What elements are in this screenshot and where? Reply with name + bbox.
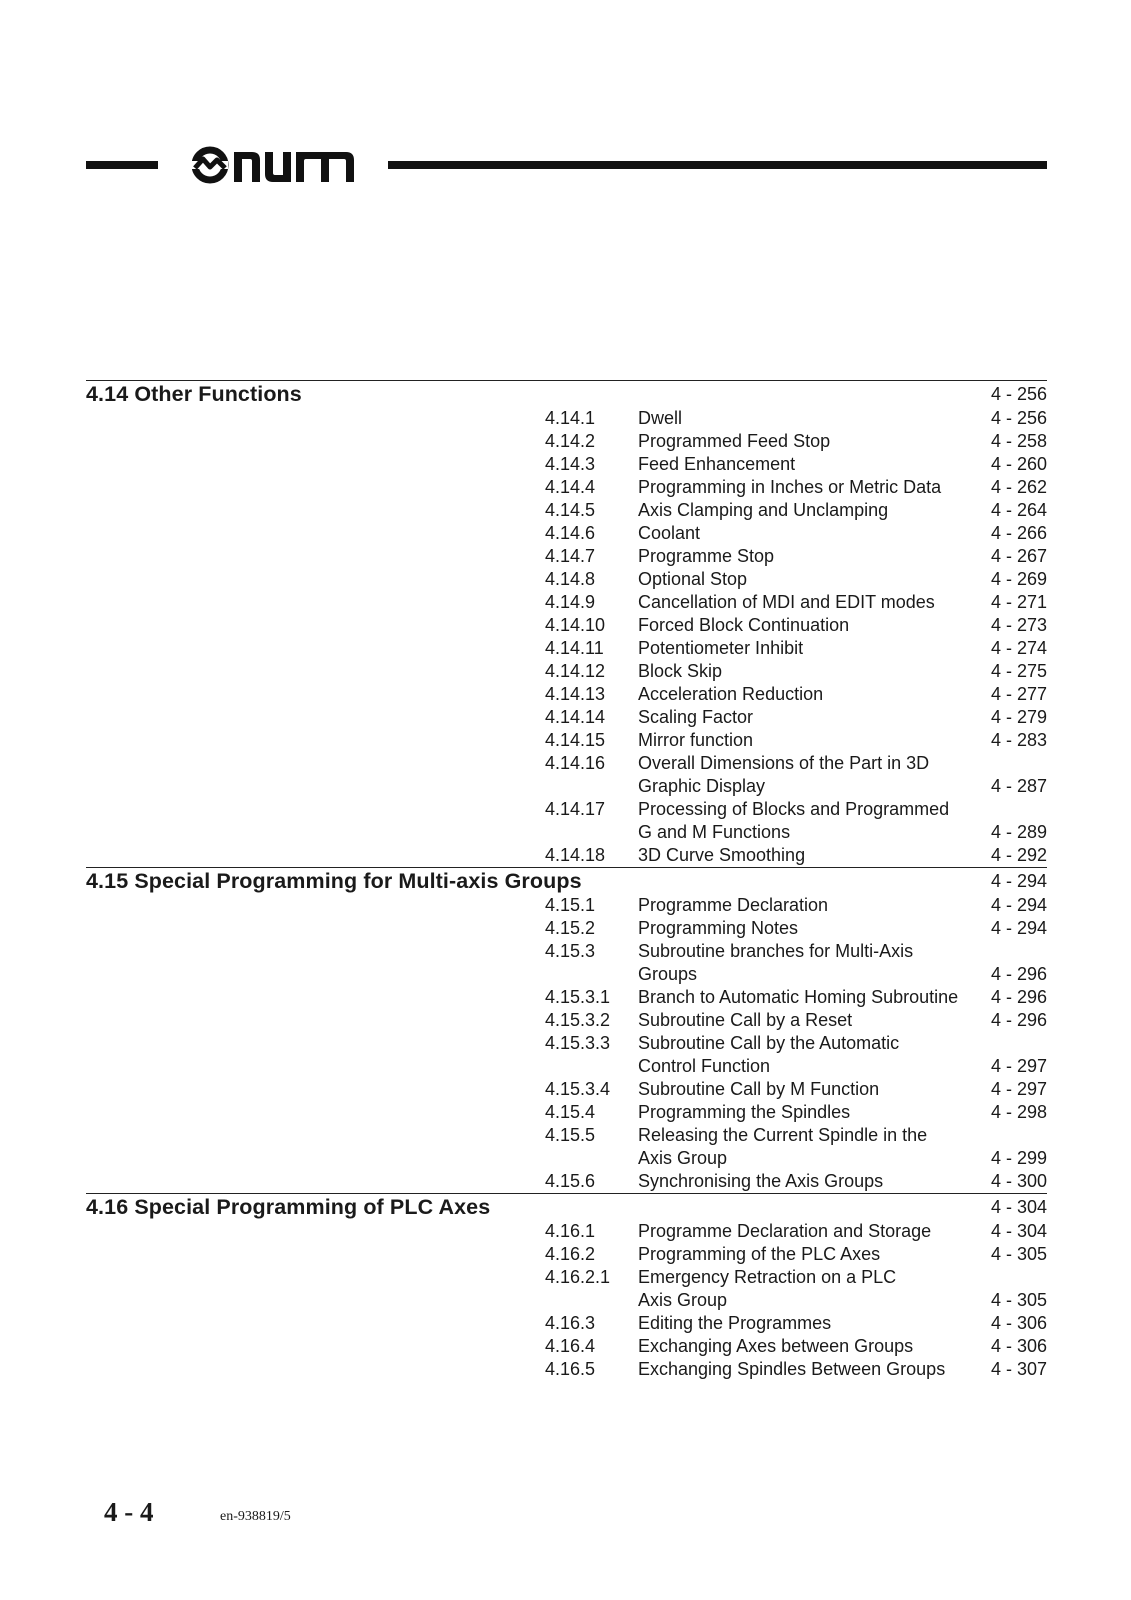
section-heading xyxy=(86,1193,1047,1220)
entry-title xyxy=(638,798,978,844)
entry-page-number: 4 - 296 xyxy=(990,1010,1047,1030)
entry-title xyxy=(638,430,978,453)
toc-entry xyxy=(86,430,1047,453)
entry-page-number: 4 - 294 xyxy=(990,918,1047,938)
entry-number: 4.14.10 xyxy=(545,615,606,635)
entry-title-line: Axis Clamping and Unclamping xyxy=(638,500,889,520)
toc-section xyxy=(86,1193,1047,1381)
entry-title xyxy=(638,1335,978,1358)
entry-title-line: Synchronising the Axis Groups xyxy=(638,1171,884,1191)
toc-entry xyxy=(86,1220,1047,1243)
entry-number: 4.14.2 xyxy=(545,431,596,451)
entry-number: 4.14.15 xyxy=(545,730,606,750)
entry-title xyxy=(638,1220,978,1243)
entry-page-number: 4 - 307 xyxy=(990,1359,1047,1379)
toc-entry xyxy=(86,453,1047,476)
toc-entry xyxy=(86,637,1047,660)
entry-title-line: Cancellation of MDI and EDIT modes xyxy=(638,592,935,612)
entry-title-line: Subroutine Call by a Reset xyxy=(638,1010,853,1030)
document-reference: en-938819/5 xyxy=(220,1509,291,1524)
entry-title xyxy=(638,637,978,660)
page-folio: 4 - 4 xyxy=(104,1497,154,1527)
entry-number: 4.15.3.3 xyxy=(545,1033,611,1053)
entry-title-line: Potentiometer Inhibit xyxy=(638,638,804,658)
entry-title-line: Axis Group xyxy=(638,1290,728,1310)
entry-number: 4.15.3 xyxy=(545,941,596,961)
entry-number: 4.15.4 xyxy=(545,1102,596,1122)
entry-title-line: Control Function xyxy=(638,1056,771,1076)
entry-number: 4.14.18 xyxy=(545,845,606,865)
entry-title-line: Groups xyxy=(638,964,698,984)
toc-entry xyxy=(86,729,1047,752)
toc-entry xyxy=(86,1078,1047,1101)
toc-entry xyxy=(86,940,1047,986)
entry-number: 4.14.13 xyxy=(545,684,606,704)
entry-number: 4.14.16 xyxy=(545,753,606,773)
toc-entry xyxy=(86,1124,1047,1170)
entry-title-line: Programmed Feed Stop xyxy=(638,431,831,451)
toc-section xyxy=(86,380,1047,867)
entry-title-line: Subroutine branches for Multi-Axis xyxy=(638,941,914,961)
entry-page-number: 4 - 266 xyxy=(990,523,1047,543)
entry-number: 4.15.3.2 xyxy=(545,1010,611,1030)
entry-title xyxy=(638,1101,978,1124)
entry-title-line: Branch to Automatic Homing Subroutine xyxy=(638,987,959,1007)
toc-entry xyxy=(86,614,1047,637)
entry-page-number: 4 - 283 xyxy=(990,730,1047,750)
entry-page-number: 4 - 297 xyxy=(990,1079,1047,1099)
section-page-number: 4 - 304 xyxy=(990,1197,1047,1217)
entry-title-line: Subroutine Call by M Function xyxy=(638,1079,880,1099)
section-entries xyxy=(86,1220,1047,1381)
section-heading xyxy=(86,867,1047,894)
toc-entry xyxy=(86,660,1047,683)
entry-title-line: Overall Dimensions of the Part in 3D xyxy=(638,753,930,773)
entry-page-number: 4 - 299 xyxy=(990,1148,1047,1168)
table-of-contents xyxy=(86,380,1047,1381)
entry-number: 4.16.5 xyxy=(545,1359,596,1379)
entry-title-line: Feed Enhancement xyxy=(638,454,796,474)
entry-title xyxy=(638,1170,978,1193)
entry-page-number: 4 - 271 xyxy=(990,592,1047,612)
entry-title-line: Programming the Spindles xyxy=(638,1102,851,1122)
header-rule-right xyxy=(388,161,1047,169)
entry-page-number: 4 - 306 xyxy=(990,1313,1047,1333)
entry-number: 4.14.7 xyxy=(545,546,596,566)
toc-entry xyxy=(86,476,1047,499)
entry-title-line: 3D Curve Smoothing xyxy=(638,845,806,865)
entry-number: 4.14.11 xyxy=(545,638,604,658)
entry-page-number: 4 - 289 xyxy=(990,822,1047,842)
entry-title xyxy=(638,453,978,476)
entry-title-line: Scaling Factor xyxy=(638,707,754,727)
entry-title xyxy=(638,1266,978,1312)
section-entries xyxy=(86,407,1047,867)
section-page-number: 4 - 294 xyxy=(990,871,1047,891)
entry-title-line: Editing the Programmes xyxy=(638,1313,832,1333)
entry-page-number: 4 - 273 xyxy=(990,615,1047,635)
entry-number: 4.15.6 xyxy=(545,1171,596,1191)
entry-number: 4.16.3 xyxy=(545,1313,596,1333)
toc-entry xyxy=(86,894,1047,917)
toc-entry xyxy=(86,986,1047,1009)
toc-entry xyxy=(86,1335,1047,1358)
section-entries xyxy=(86,894,1047,1193)
entry-number: 4.14.5 xyxy=(545,500,596,520)
entry-title xyxy=(638,844,978,867)
entry-title-line: Dwell xyxy=(638,408,683,428)
entry-title xyxy=(638,752,978,798)
entry-title-line: Exchanging Spindles Between Groups xyxy=(638,1359,946,1379)
entry-title xyxy=(638,660,978,683)
entry-title xyxy=(638,940,978,986)
entry-page-number: 4 - 267 xyxy=(990,546,1047,566)
section-page-number: 4 - 256 xyxy=(990,384,1047,404)
entry-page-number: 4 - 305 xyxy=(990,1244,1047,1264)
entry-title-line: Programme Declaration xyxy=(638,895,829,915)
toc-section xyxy=(86,867,1047,1193)
toc-entry xyxy=(86,407,1047,430)
entry-page-number: 4 - 297 xyxy=(990,1056,1047,1076)
entry-title xyxy=(638,1078,978,1101)
entry-page-number: 4 - 260 xyxy=(990,454,1047,474)
entry-title xyxy=(638,522,978,545)
entry-number: 4.14.9 xyxy=(545,592,596,612)
toc-entry xyxy=(86,1312,1047,1335)
entry-page-number: 4 - 304 xyxy=(990,1221,1047,1241)
entry-title xyxy=(638,683,978,706)
toc-entry xyxy=(86,706,1047,729)
entry-page-number: 4 - 300 xyxy=(990,1171,1047,1191)
entry-number: 4.14.14 xyxy=(545,707,606,727)
entry-number: 4.15.3.4 xyxy=(545,1079,611,1099)
entry-title-line: Coolant xyxy=(638,523,701,543)
entry-page-number: 4 - 262 xyxy=(990,477,1047,497)
entry-title-line: Programming Notes xyxy=(638,918,799,938)
toc-entry xyxy=(86,568,1047,591)
entry-title xyxy=(638,568,978,591)
entry-page-number: 4 - 298 xyxy=(990,1102,1047,1122)
entry-title xyxy=(638,476,978,499)
entry-number: 4.14.4 xyxy=(545,477,596,497)
entry-number: 4.14.17 xyxy=(545,799,606,819)
entry-title xyxy=(638,407,978,430)
entry-number: 4.14.1 xyxy=(545,408,596,428)
entry-title xyxy=(638,1124,978,1170)
toc-entry xyxy=(86,522,1047,545)
toc-entry xyxy=(86,1170,1047,1193)
section-heading xyxy=(86,380,1047,407)
entry-title-line: Programming in Inches or Metric Data xyxy=(638,477,942,497)
header-rule-left xyxy=(86,161,158,169)
entry-title xyxy=(638,614,978,637)
entry-page-number: 4 - 296 xyxy=(990,964,1047,984)
toc-entry xyxy=(86,499,1047,522)
entry-page-number: 4 - 287 xyxy=(990,776,1047,796)
entry-title-line: Exchanging Axes between Groups xyxy=(638,1336,914,1356)
num-logo xyxy=(192,146,358,184)
entry-title-line: Emergency Retraction on a PLC xyxy=(638,1267,897,1287)
toc-entry xyxy=(86,591,1047,614)
toc-entry xyxy=(86,545,1047,568)
entry-page-number: 4 - 264 xyxy=(990,500,1047,520)
entry-title-line: Programme Declaration and Storage xyxy=(638,1221,932,1241)
toc-entry xyxy=(86,1032,1047,1078)
entry-number: 4.16.4 xyxy=(545,1336,596,1356)
entry-title xyxy=(638,706,978,729)
entry-title-line: Graphic Display xyxy=(638,776,766,796)
entry-title xyxy=(638,591,978,614)
entry-title-line: Releasing the Current Spindle in the xyxy=(638,1125,928,1145)
entry-page-number: 4 - 274 xyxy=(990,638,1047,658)
entry-title-line: Block Skip xyxy=(638,661,723,681)
section-title: 4.16 Special Programming of PLC Axes xyxy=(86,1195,491,1219)
entry-title-line: Optional Stop xyxy=(638,569,748,589)
entry-page-number: 4 - 305 xyxy=(990,1290,1047,1310)
toc-entry xyxy=(86,1358,1047,1381)
entry-number: 4.15.5 xyxy=(545,1125,596,1145)
entry-page-number: 4 - 258 xyxy=(990,431,1047,451)
entry-title-line: Acceleration Reduction xyxy=(638,684,824,704)
entry-title xyxy=(638,894,978,917)
entry-number: 4.15.3.1 xyxy=(545,987,611,1007)
entry-title xyxy=(638,1243,978,1266)
entry-number: 4.16.1 xyxy=(545,1221,596,1241)
entry-number: 4.16.2 xyxy=(545,1244,596,1264)
entry-title xyxy=(638,499,978,522)
entry-number: 4.14.3 xyxy=(545,454,596,474)
toc-entry xyxy=(86,752,1047,798)
entry-page-number: 4 - 277 xyxy=(990,684,1047,704)
num-logo-mark xyxy=(192,146,358,184)
toc-entry xyxy=(86,1243,1047,1266)
entry-title xyxy=(638,1032,978,1078)
entry-page-number: 4 - 294 xyxy=(990,895,1047,915)
toc-entry xyxy=(86,683,1047,706)
toc-entry xyxy=(86,917,1047,940)
entry-title-line: Axis Group xyxy=(638,1148,728,1168)
entry-page-number: 4 - 275 xyxy=(990,661,1047,681)
entry-title xyxy=(638,1358,978,1381)
entry-page-number: 4 - 269 xyxy=(990,569,1047,589)
entry-title xyxy=(638,917,978,940)
entry-title-line: Programming of the PLC Axes xyxy=(638,1244,881,1264)
entry-title xyxy=(638,1312,978,1335)
entry-number: 4.14.6 xyxy=(545,523,596,543)
entry-title-line: Subroutine Call by the Automatic xyxy=(638,1033,900,1053)
entry-number: 4.16.2.1 xyxy=(545,1267,611,1287)
entry-title-line: Forced Block Continuation xyxy=(638,615,850,635)
section-title: 4.14 Other Functions xyxy=(86,382,302,406)
toc-entry xyxy=(86,844,1047,867)
entry-page-number: 4 - 306 xyxy=(990,1336,1047,1356)
entry-title xyxy=(638,986,978,1009)
toc-entry xyxy=(86,1101,1047,1124)
entry-number: 4.15.1 xyxy=(545,895,596,915)
entry-number: 4.14.8 xyxy=(545,569,596,589)
entry-title xyxy=(638,729,978,752)
toc-entry xyxy=(86,798,1047,844)
entry-page-number: 4 - 256 xyxy=(990,408,1047,428)
entry-page-number: 4 - 292 xyxy=(990,845,1047,865)
entry-page-number: 4 - 296 xyxy=(990,987,1047,1007)
entry-title-line: Processing of Blocks and Programmed xyxy=(638,799,950,819)
entry-title xyxy=(638,1009,978,1032)
entry-title xyxy=(638,545,978,568)
entry-title-line: Programme Stop xyxy=(638,546,775,566)
toc-entry xyxy=(86,1266,1047,1312)
toc-entry xyxy=(86,1009,1047,1032)
entry-number: 4.14.12 xyxy=(545,661,606,681)
entry-number: 4.15.2 xyxy=(545,918,596,938)
entry-title-line: Mirror function xyxy=(638,730,754,750)
section-title: 4.15 Special Programming for Multi-axis Groups xyxy=(86,869,582,893)
entry-title-line: G and M Functions xyxy=(638,822,791,842)
entry-page-number: 4 - 279 xyxy=(990,707,1047,727)
